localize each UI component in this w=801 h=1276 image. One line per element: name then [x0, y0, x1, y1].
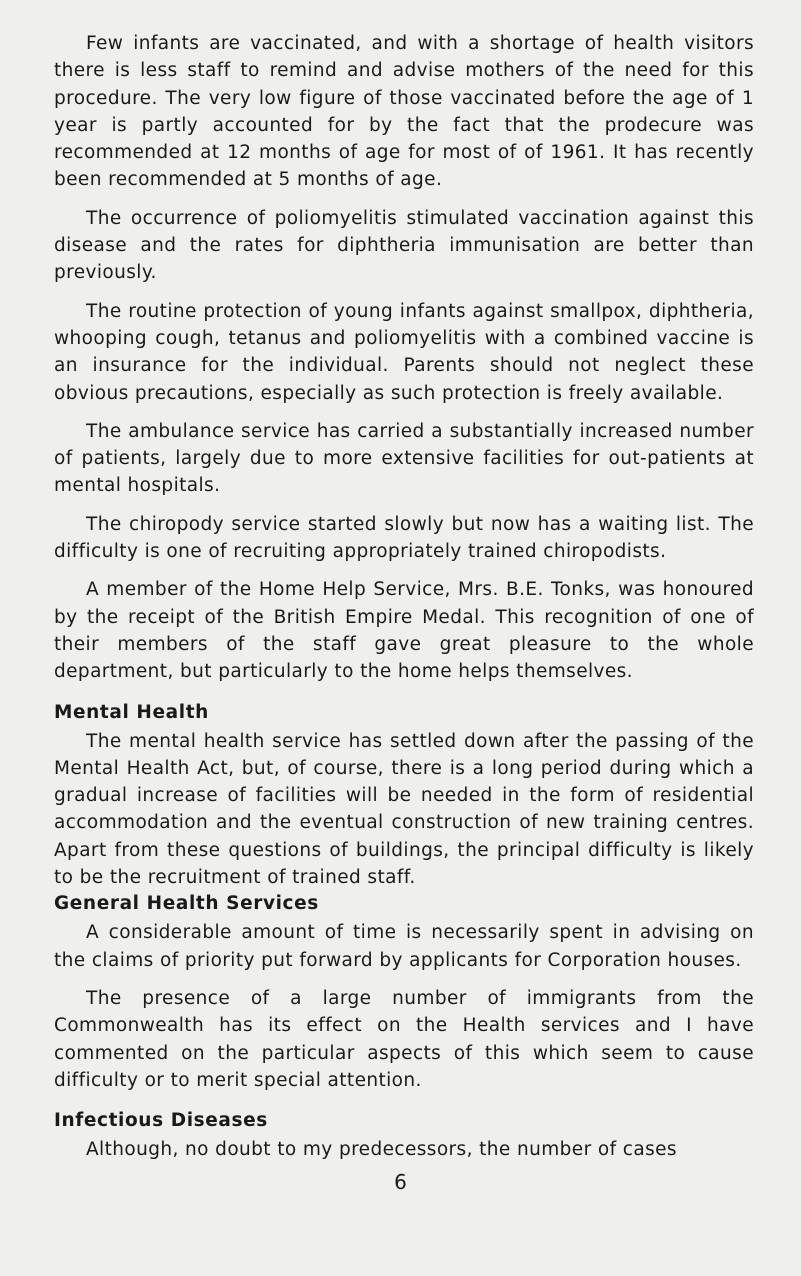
paragraph-infectious-diseases: Although, no doubt to my predecessors, the number of cases	[86, 1139, 677, 1161]
page-body	[54, 30, 754, 1174]
heading-mental-health: Mental Health	[54, 701, 209, 723]
paragraph-home-help-medal: A member of the Home Help Service, Mrs. B.E. Tonks, was honoured by the receipt of the British Empire Medal. This recognition of one of their members of the staff gave great pleasure to the whole department, but particularly to the home helps themselves.	[54, 579, 754, 683]
paragraph-vaccination-infants: Few infants are vaccinated, and with a shortage of health visitors there is less staff to remind and advise mothers of the need for this procedure. The very low figure of those vaccinated before the age of 1 year is partly accounted for by the fact that the prodecure was recommended at 12 months of age for most of of 1961. It has recently been recommended at 5 months of age.	[54, 33, 754, 191]
paragraph-poliomyelitis: The occurrence of poliomyelitis stimulated vaccination against this disease and the rates for diphtheria immunisation are better than previously.	[54, 207, 754, 284]
paragraph-immigrants: The presence of a large number of immigrants from the Commonwealth has its effect on the Health services and I have commented on the particular aspects of this which seem to cause difficulty or to merit special attention.	[54, 987, 754, 1091]
paragraph-corporation-houses: A considerable amount of time is necessarily spent in advising on the claims of priority put forward by applicants for Corporation houses.	[54, 922, 754, 971]
heading-infectious-diseases: Infectious Diseases	[54, 1110, 268, 1132]
paragraph-routine-protection: The routine protection of young infants against smallpox, diphtheria, whooping cough, tetanus and poliomyelitis with a combined vaccine is an insurance for the individual. Parents should not neglect these obvious precautions, especially as such protection is freely available.	[54, 300, 754, 404]
paragraph-mental-health: The mental health service has settled down after the passing of the Mental Health Act, but, of course, there is a long period during which a gradual increase of facilities will be needed in the form of residential accommodation and the eventual construction of new training centres. Apart from these questions of buildings, the principal difficulty is likely to be the recruitment of trained staff.	[54, 730, 754, 889]
page-number: 6	[394, 1170, 407, 1194]
paragraph-ambulance-service: The ambulance service has carried a substantially increased number of patients, largely due to more extensive facilities for out-patients at mental hospitals.	[54, 420, 754, 497]
paragraph-chiropody-service: The chiropody service started slowly but now has a waiting list. The difficulty is one of recruiting appropriately trained chiropodists.	[54, 513, 754, 563]
heading-general-health-services: General Health Services	[54, 893, 319, 915]
